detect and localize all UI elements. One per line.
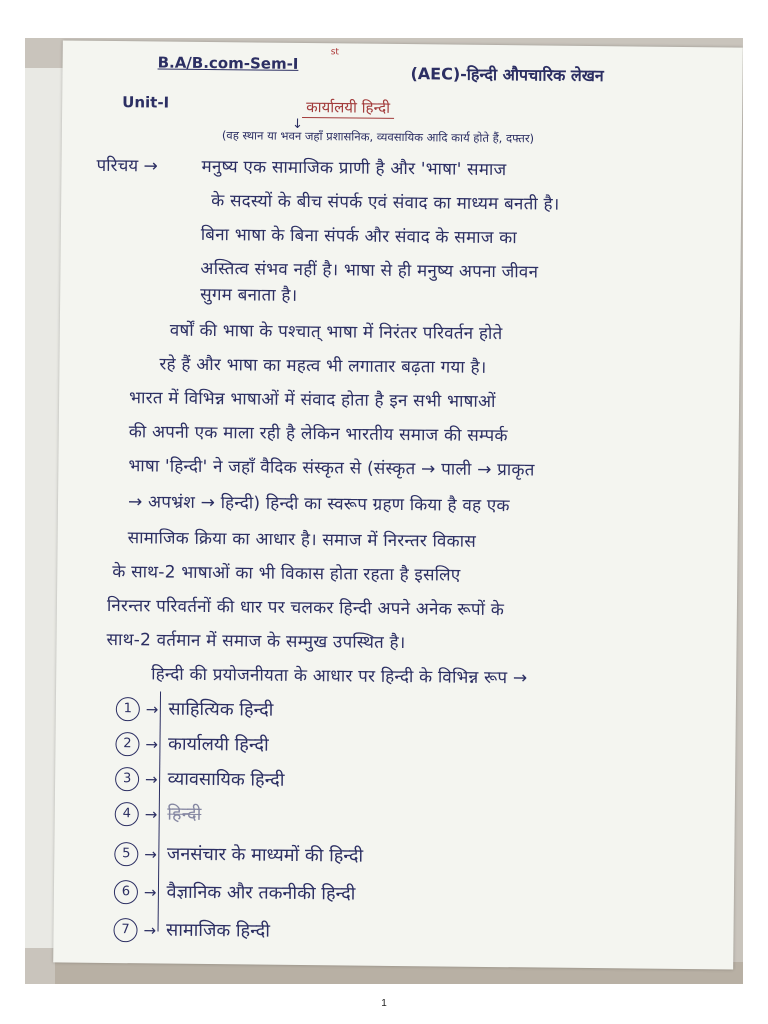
list-item — [114, 879, 356, 907]
list-text: जनसंचार के माध्यमों की हिन्दी — [166, 843, 364, 867]
paragraph-line: की अपनी एक माला रही है लेकिन भारतीय समाज की सम्पर्क — [128, 422, 508, 447]
list-number: 5 — [114, 842, 138, 866]
list-number: 2 — [115, 732, 139, 756]
paragraph-line: वर्षों की भाषा के पश्चात् भाषा में निरंतर परिवर्तन होते — [169, 320, 503, 345]
paragraph-line: हिन्दी की प्रयोजनीयता के आधार पर हिन्दी के विभिन्न रूप → — [151, 664, 528, 689]
paragraph-line: मनुष्य एक सामाजिक प्राणी है और 'भाषा' समाज — [201, 156, 507, 181]
down-arrow-icon: ↓ — [291, 116, 303, 132]
list-item — [114, 841, 363, 869]
intro-label: परिचय → — [96, 155, 158, 177]
list-item — [113, 917, 270, 944]
list-number: 4 — [115, 802, 139, 826]
paragraph-line: → अपभ्रंश → हिन्दी) हिन्दी का स्वरूप ग्रहण किया है वह एक — [127, 492, 510, 517]
arrow-icon: → — [144, 845, 157, 864]
paragraph-line: रहे हैं और भाषा का महत्व भी लगातार बढ़ता गया है। — [159, 354, 487, 378]
paragraph-line: सामाजिक क्रिया का आधार है। समाज में निरन्तर विकास — [127, 528, 477, 552]
list-item — [115, 766, 285, 793]
paragraph-line: निरन्तर परिवर्तनों की धार पर चलकर हिन्दी अपने अनेक रूपों के — [106, 595, 505, 621]
list-number: 7 — [113, 918, 137, 942]
paragraph-line: साथ-2 वर्तमान में समाज के सम्मुख उपस्थित है। — [106, 629, 406, 654]
definition-note: (वह स्थान या भवन जहाँ प्रशासनिक, व्यवसायिक आदि कार्य होते हैं, दफ्तर) — [221, 128, 535, 146]
unit-label: Unit-I — [122, 93, 170, 112]
paragraph-line: के साथ-2 भाषाओं का भी विकास होता रहता है इसलिए — [112, 562, 461, 586]
list-number: 1 — [116, 697, 140, 721]
handwritten-sheet — [53, 40, 743, 969]
list-text: साहित्यिक हिन्दी — [168, 698, 274, 721]
list-text: व्यावसायिक हिन्दी — [167, 768, 285, 791]
list-item — [115, 731, 268, 758]
list-text: वैज्ञानिक और तकनीकी हिन्दी — [166, 881, 356, 905]
paper-title: (AEC)-हिन्दी औपचारिक लेखन — [410, 64, 604, 86]
notebook-photo — [25, 38, 743, 984]
paragraph-line: भाषा 'हिन्दी' ने जहाँ वैदिक संस्कृत से (संस्कृत → पाली → प्राकृत — [128, 456, 535, 481]
paragraph-line: बिना भाषा के बिना संपर्क और संवाद के समाज का — [200, 224, 517, 249]
course-superscript: st — [330, 47, 340, 58]
arrow-icon: → — [145, 700, 159, 719]
arrow-icon: → — [145, 770, 158, 789]
paragraph-line: अस्तित्व संभव नहीं है। भाषा से ही मनुष्य अपना जीवन — [200, 258, 539, 283]
page-number: 1 — [381, 998, 387, 1009]
arrow-icon: → — [145, 735, 159, 754]
topic-heading: कार्यालयी हिन्दी — [302, 97, 394, 119]
list-text: कार्यालयी हिन्दी — [167, 733, 269, 756]
list-text: हिन्दी — [167, 803, 202, 825]
paragraph-line: सुगम बनाता है। — [200, 284, 298, 306]
arrow-icon: → — [144, 805, 158, 824]
paragraph-line: भारत में विभिन्न भाषाओं में संवाद होता है इन सभी भाषाओं — [128, 388, 496, 413]
arrow-icon: → — [143, 883, 157, 902]
list-text: सामाजिक हिन्दी — [166, 919, 271, 942]
arrow-icon: → — [143, 921, 157, 940]
list-item — [116, 696, 274, 723]
paragraph-line: के सदस्यों के बीच संपर्क एवं संवाद का माध्यम बनती है। — [211, 191, 560, 215]
course-title: B.A/B.com-Sem-I — [157, 53, 299, 73]
list-number: 6 — [114, 880, 138, 904]
list-number: 3 — [115, 767, 139, 791]
list-item — [115, 801, 202, 827]
